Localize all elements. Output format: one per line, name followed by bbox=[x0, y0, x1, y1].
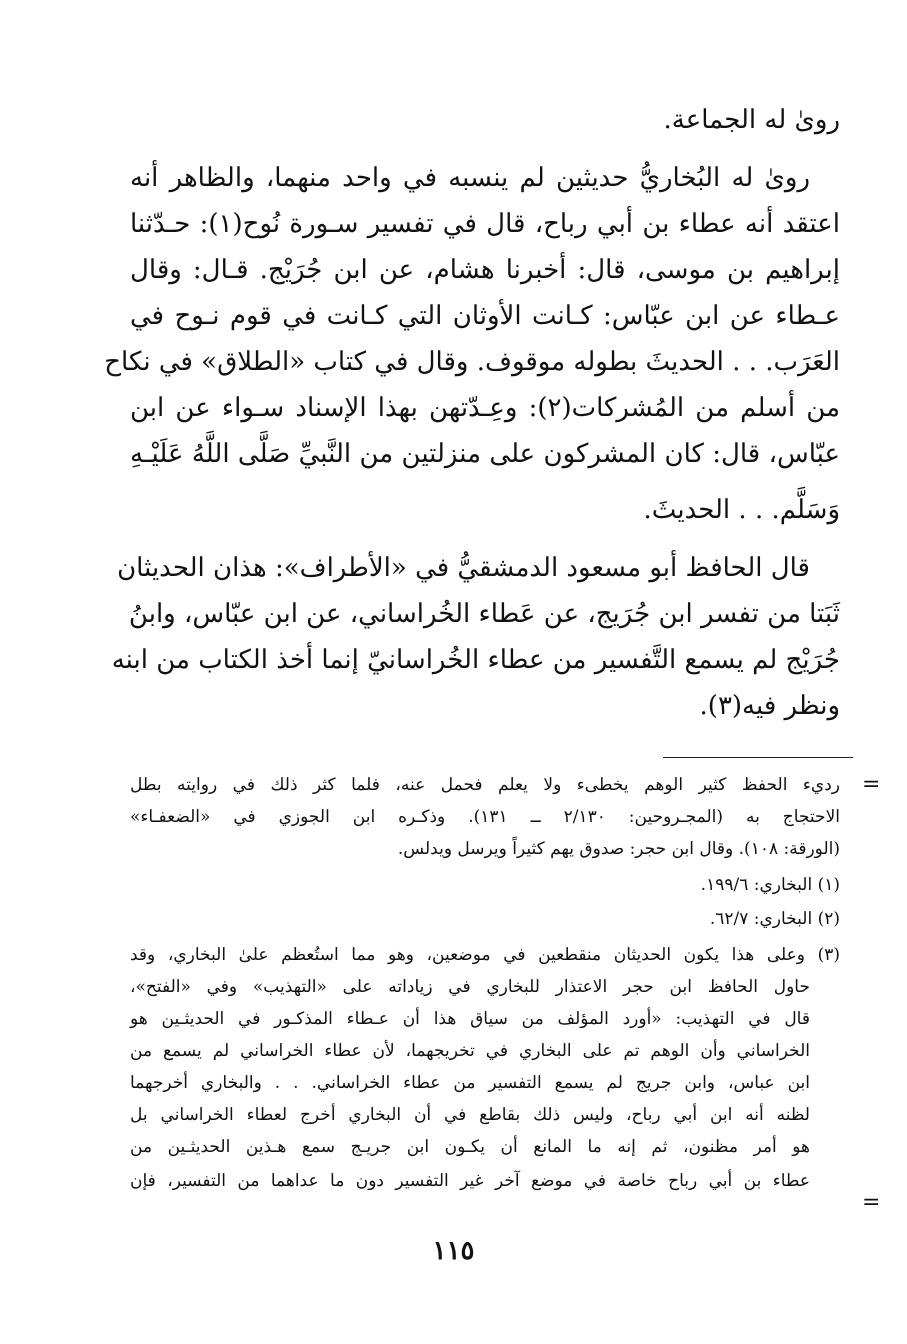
footnote-line: (٣) وعلى هذا يكون الحديثان منقطعين في موضعين، وهو مما استُعظم علىٰ البخاري، وقد bbox=[130, 945, 840, 965]
text-line: اعتقد أنه عطاء بن أبي رباح، قال في تفسير سـورة نُوح(١): حـدّثنا bbox=[130, 209, 841, 239]
text-line: قال الحافظ أبو مسعود الدمشقيُّ في «الأطراف»: هذان الحديثان bbox=[117, 553, 810, 583]
text-line: رویٰ له البُخاريُّ حديثين لم ينسبه في واحد منهما، والظاهر أنه bbox=[130, 163, 810, 193]
footnote-line: الخراساني وأن الوهم تم على البخاري في تخريجهما، لأن عطاء الخراساني لم يسمع من bbox=[130, 1041, 810, 1061]
footnote-line: (١) البخاري: ١٩٩/٦. bbox=[700, 875, 840, 895]
text-line: العَرَب. . . الحديثَ بطوله موقوف. وقال في كتاب «الطلاق» في نكاح bbox=[104, 347, 840, 377]
footnote-line: هو أمر مظنون، ثم إنه ما المانع أن يكـون ابن جريـج سمع هـذين الحديثـين من bbox=[130, 1137, 810, 1157]
footnote-line: (٢) البخاري: ٦٢/٧. bbox=[709, 909, 840, 929]
footnote-line: رديء الحفظ كثير الوهم يخطىء ولا يعلم فحمل عنه، فلما كثر ذلك في روايته بطل bbox=[130, 775, 840, 795]
footnote-line: حاول الحافظ ابن حجر الاعتذار للبخاري في زياداته على «التهذيب» وفي «الفتح»، bbox=[130, 977, 810, 997]
text-line: ثَبَتا من تفسر ابن جُرَيج، عن عَطاء الخُراساني، عن ابن عبّاس، وابنُ bbox=[128, 599, 840, 629]
text-line: جُرَيْج لم يسمع التَّفسير من عطاء الخُراسانيّ إنما أخذ الكتاب من ابنه bbox=[111, 645, 840, 675]
footnote-line: عطاء بن أبي رباح خاصة في موضع آخر غير التفسير دون ما عداهما من التفسير، فإن bbox=[130, 1171, 810, 1191]
footnote-line: ابن عباس، وابن جريج لم يسمع التفسير من عطاء الخراساني. . . والبخاري أخرجهما bbox=[130, 1073, 810, 1093]
text-line: إبراهيم بن موسى، قال: أخبرنا هشام، عن ابن جُرَيْج. قـال: وقال bbox=[130, 255, 840, 285]
footnote-line: (الورقة: ١٠٨). وقال ابن حجر: صدوق يهم كثيراً ويرسل ويدلس. bbox=[397, 839, 840, 859]
text-line: وَسَلَّم. . . الحديثَ. bbox=[643, 495, 840, 525]
continues-mark: = bbox=[862, 1190, 881, 1215]
text-line: عبّاس، قال: كان المشركون على منزلتين من النَّبيِّ صَلَّى اللَّهُ عَلَيْـهِ bbox=[130, 439, 840, 469]
text-line: من أسلم من المُشركات(٢): وعِـدّتهن بهذا الإسناد سـواء عن ابن bbox=[130, 393, 841, 423]
text-line: عـطاء عن ابن عبّاس: كـانت الأوثان التي كـانت في قوم نـوح في bbox=[130, 301, 840, 331]
continued-mark: = bbox=[862, 772, 881, 797]
footnote-line: لظنه أنه ابن أبي رباح، وليس ذلك بقاطع في أن البخاري أخرج لعطاء الخراساني بل bbox=[130, 1105, 810, 1125]
footnote-line: الاحتجاج به (المجـروحين: ٢/١٣٠ ــ ١٣١). وذكـره ابن الجوزي في «الضعفـاء» bbox=[130, 807, 840, 827]
footnote-separator bbox=[663, 757, 853, 758]
footnote-line: قال في التهذيب: «أورد المؤلف من سياق هذا أن عـطاء المذكـور في الحديثـين هو bbox=[130, 1009, 810, 1029]
page-number: ١١٥ bbox=[432, 1236, 475, 1266]
text-line: رویٰ له الجماعة. bbox=[663, 105, 840, 135]
text-line: ونظر فيه(٣). bbox=[699, 691, 840, 721]
